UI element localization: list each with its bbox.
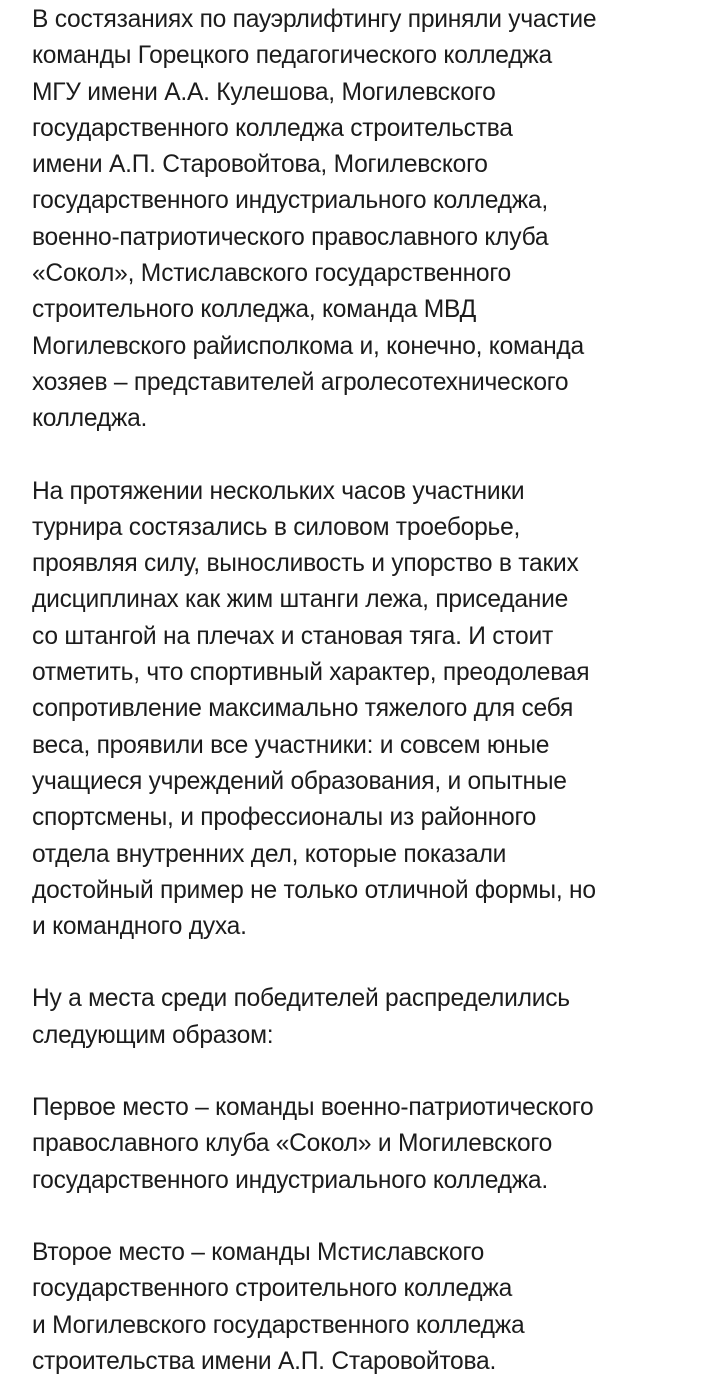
paragraph-results-intro (32, 981, 698, 1054)
text-line: сопротивление максимально тяжелого для себя (32, 695, 574, 723)
text-line: команды Горецкого педагогического колледжа (32, 42, 552, 70)
text-line: хозяев – представителей агролесотехнического (32, 368, 569, 396)
text-line: строительства имени А.П. Старовойтова. (32, 1347, 497, 1375)
text-line: государственного индустриального колледжа, (32, 187, 548, 215)
text-line: имени А.П. Старовойтова, Могилевского (32, 151, 488, 179)
text-line: «Сокол», Мстиславского государственного (32, 260, 511, 288)
text-line: На протяжении нескольких часов участники (32, 477, 525, 505)
text-line: со штангой на плечах и становая тяга. И стоит (32, 622, 553, 650)
paragraph-competition (32, 474, 698, 946)
text-line: дисциплинах как жим штанги лежа, приседание (32, 586, 569, 614)
text-line: учащиеся учреждений образования, и опытные (32, 767, 567, 795)
paragraph-second-place (32, 1235, 698, 1380)
text-line: В состязаниях по пауэрлифтингу приняли участие (32, 6, 597, 33)
paragraph-first-place (32, 1090, 698, 1199)
text-line: и командного духа. (32, 913, 247, 941)
paragraph-participants (32, 2, 698, 438)
text-line: Первое место – команды военно-патриотического (32, 1094, 594, 1122)
text-line: государственного строительного колледжа (32, 1275, 513, 1303)
text-line: колледжа. (32, 405, 148, 433)
text-line: православного клуба «Сокол» и Могилевского (32, 1130, 553, 1158)
text-line: военно-патриотического православного клуба (32, 223, 549, 251)
text-line: и Могилевского государственного колледжа (32, 1311, 525, 1339)
text-line: отметить, что спортивный характер, преодолевая (32, 659, 590, 687)
text-line: турнира состязались в силовом троеборье, (32, 513, 521, 541)
text-line: проявляя силу, выносливость и упорство в таких (32, 550, 579, 578)
text-line: строительного колледжа, команда МВД (32, 296, 477, 324)
text-line: Ну а места среди победителей распределились (32, 985, 570, 1013)
text-line: государственного колледжа строительства (32, 114, 513, 142)
text-line: МГУ имени А.А. Кулешова, Могилевского (32, 78, 496, 106)
text-line: отдела внутренних дел, которые показали (32, 840, 507, 868)
text-line: Могилевского райисполкома и, конечно, команда (32, 332, 584, 360)
text-line: достойный пример не только отличной формы, но (32, 876, 596, 904)
text-line: веса, проявили все участники: и совсем юные (32, 731, 550, 759)
text-line: следующим образом: (32, 1021, 274, 1049)
text-line: государственного индустриального колледжа. (32, 1166, 548, 1194)
text-line: Второе место – команды Мстиславского (32, 1238, 485, 1266)
text-line: спортсмены, и профессионалы из районного (32, 804, 537, 832)
article-body (0, 2, 720, 1380)
